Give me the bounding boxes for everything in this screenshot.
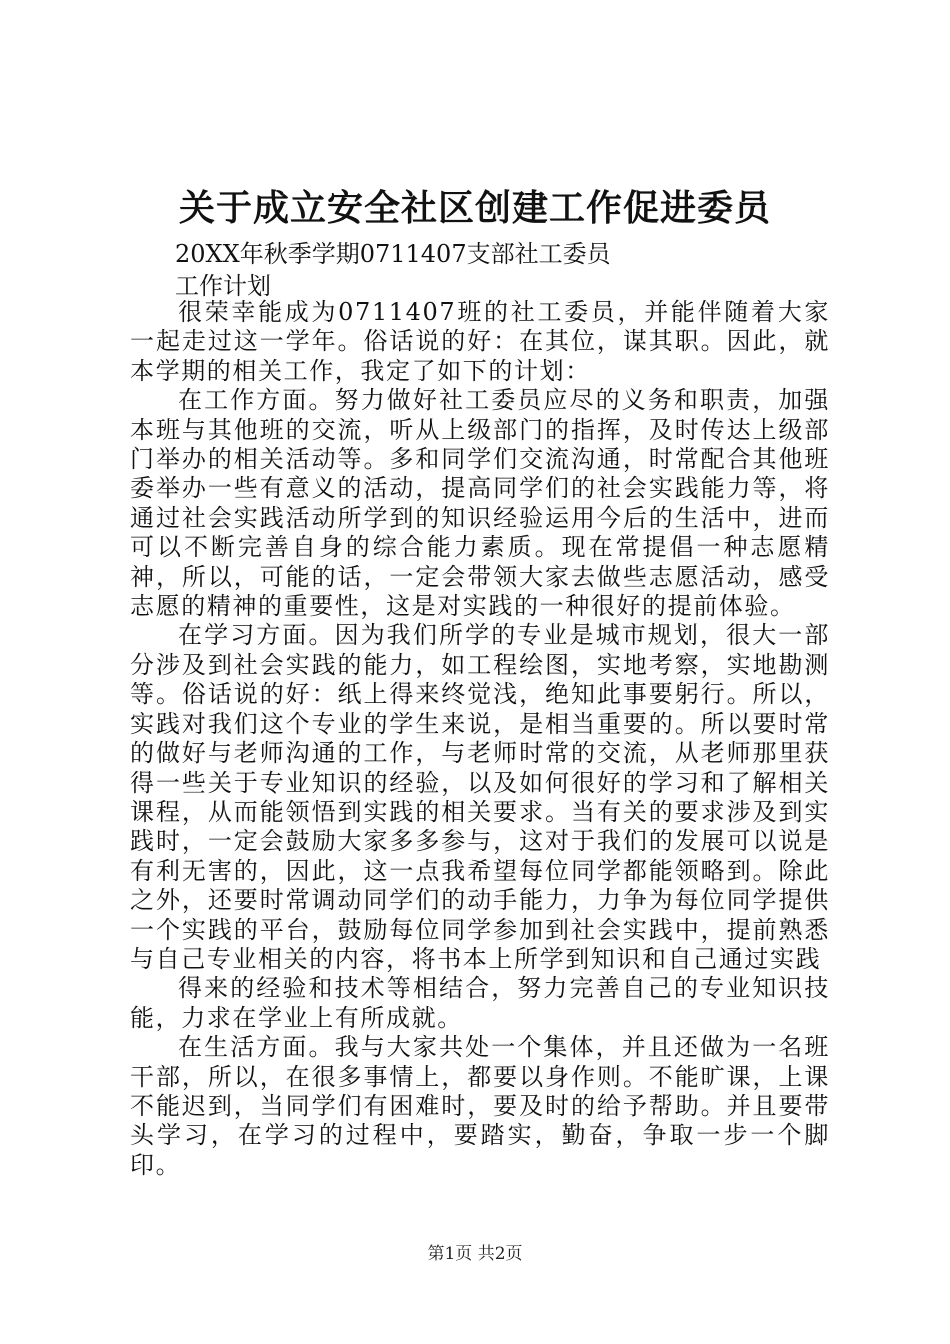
subtitle-line-2: 工作计划 [175, 272, 271, 300]
subtitle-line-1: 20XX年秋季学期0711407支部社工委员 [175, 240, 611, 268]
document-body [130, 298, 830, 1180]
paragraph-study: 在学习方面。因为我们所学的专业是城市规划，很大一部分涉及到社会实践的能力，如工程绘图，实地考察，实地勘测等。俗话说的好：纸上得来终觉浅，绝知此事要躬行。所以，实践对我们这个专业的学生来说，是相当重要的。所以要时常的做好与老师沟通的工作，与老师时常的交流，从老师那里获得一些关于专业知识的经验，以及如何很好的学习和了解相关课程，从而能领悟到实践的相关要求。当有关的要求涉及到实践时，一定会鼓励大家多多参与，这对于我们的发展可以说是有利无害的，因此，这一点我希望每位同学都能领略到。除此之外，还要时常调动同学们的动手能力，力争为每位同学提供一个实践的平台，鼓励每位同学参加到社会实践中，提前熟悉与自己专业相关的内容，将书本上所学到知识和自己通过实践 [130, 621, 830, 973]
paragraph-study-continued: 得来的经验和技术等相结合，努力完善自己的专业知识技能，力求在学业上有所成就。 [130, 974, 830, 1032]
paragraph-life: 在生活方面。我与大家共处一个集体，并且还做为一名班干部，所以，在很多事情上，都要以身作则。不能旷课，上课不能迟到，当同学们有困难时，要及时的给予帮助。并且要带头学习，在学习的过程中，要踏实，勤奋，争取一步一个脚印。 [130, 1033, 830, 1179]
paragraph-work: 在工作方面。努力做好社工委员应尽的义务和职责，加强本班与其他班的交流，听从上级部门的指挥，及时传达上级部门举办的相关活动等。多和同学们交流沟通，时常配合其他班委举办一些有意义的活动，提高同学们的社会实践能力等，将通过社会实践活动所学到的知识经验运用今后的生活中，进而可以不断完善自身的综合能力素质。现在常提倡一种志愿精神，所以，可能的话，一定会带领大家去做些志愿活动，感受志愿的精神的重要性，这是对实践的一种很好的提前体验。 [130, 386, 830, 621]
paragraph-intro: 很荣幸能成为0711407班的社工委员，并能伴随着大家一起走过这一学年。俗话说的好：在其位，谋其职。因此，就本学期的相关工作，我定了如下的计划： [130, 298, 830, 385]
document-title: 关于成立安全社区创建工作促进委员 [178, 187, 771, 229]
page-number-footer: 第1页 共2页 [427, 1244, 523, 1264]
